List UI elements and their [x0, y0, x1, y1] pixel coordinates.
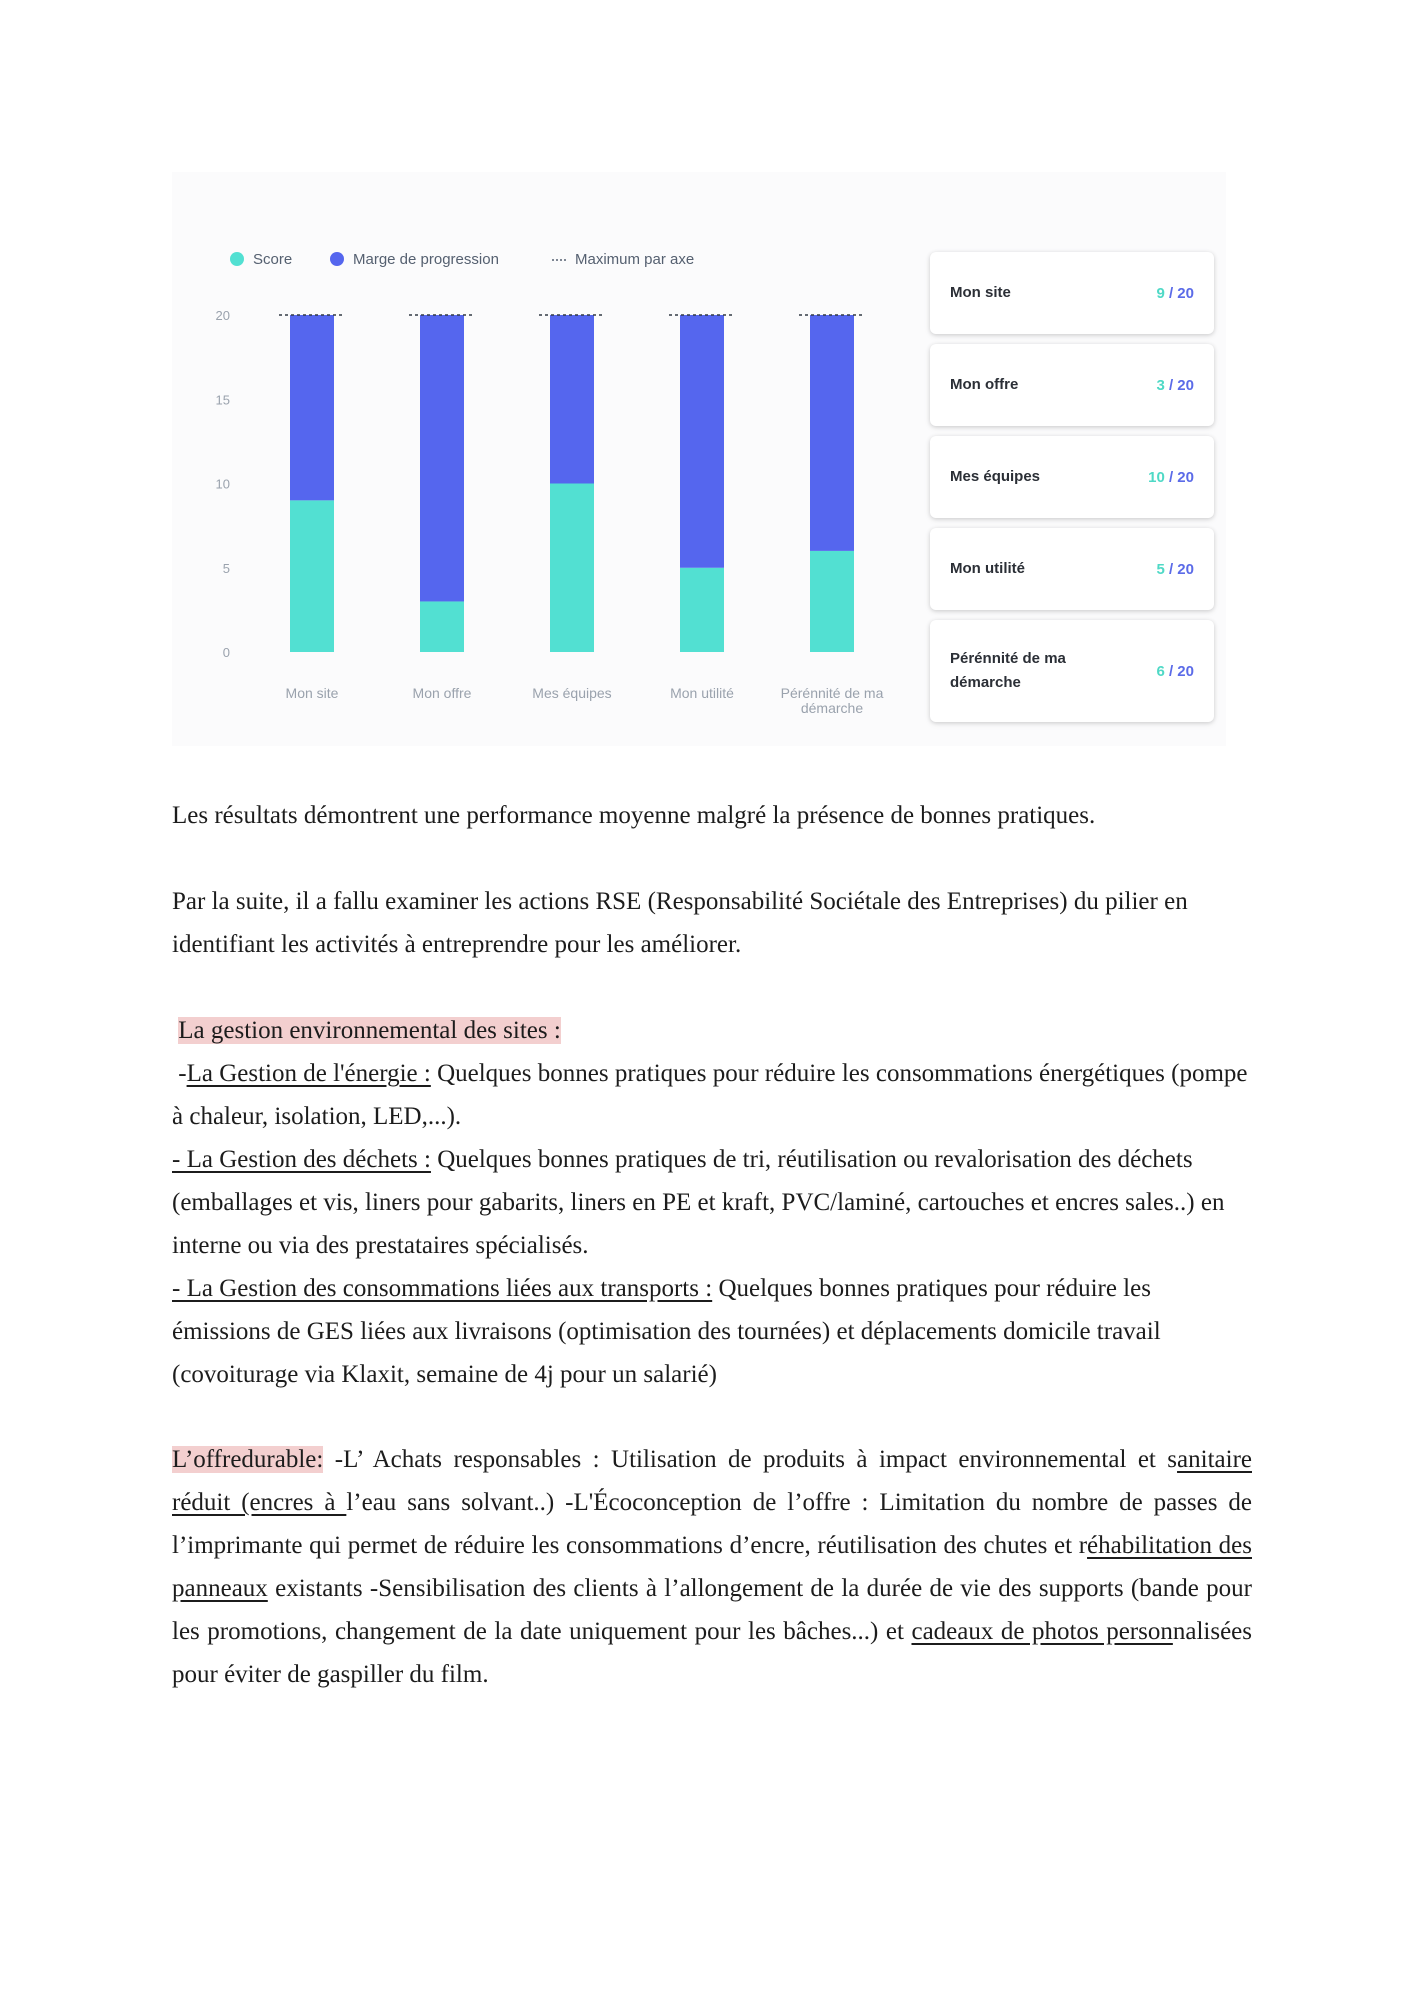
section-heading-highlight: L’offredurable: — [172, 1446, 324, 1473]
score-card-mes-equipes — [930, 436, 1214, 518]
chart-panel — [172, 172, 1226, 746]
bars — [290, 315, 854, 652]
waste-title: - La Gestion des déchets : — [172, 1146, 431, 1173]
x-tick-label: Mon utilité — [670, 685, 734, 701]
paragraph-text: Les résultats démontrent une performance moyenne malgré la présence de bonnes pratiques. — [172, 802, 1096, 829]
paragraph-rse — [172, 880, 1252, 966]
paragraph-results — [172, 794, 1252, 837]
score-card-label: Mes équipes — [950, 468, 1041, 485]
paragraph-text: Par la suite, il a fallu examiner les actions RSE (Responsabilité Sociétale des Entreprises) du pilier en identifiant les activités à entreprendre pour les améliorer. — [172, 888, 1188, 958]
y-axis — [216, 308, 230, 660]
y-tick-label: 5 — [222, 560, 230, 576]
energy-title: La Gestion de l'énergie : — [186, 1060, 431, 1087]
bar-score — [290, 500, 334, 652]
y-tick-label: 20 — [215, 308, 230, 323]
x-tick-label: Mon offre — [412, 685, 472, 701]
transport-title: - La Gestion des consommations liées aux transports : — [172, 1275, 713, 1302]
score-card-label: Pérénnité de ma démarche — [950, 650, 1066, 691]
score-card-label: Mon utilité — [950, 560, 1025, 577]
score-card-label: Mon site — [950, 284, 1011, 301]
legend-margin-marker — [330, 252, 344, 266]
bar-margin — [810, 315, 854, 551]
legend-margin-label: Marge de progression — [353, 251, 499, 268]
section-sustainable-offer — [172, 1438, 1252, 1696]
legend-maximum-label: Maximum par axe — [575, 251, 695, 268]
transport-paragraph: - La Gestion des consommations liées aux transports : Quelques bonnes pratiques pour réduire les émissions de GES liées aux livraisons (optimisation des tournées) et déplacements domicile travail (covoiturage via Klaxit, semaine de 4j pour un salarié) — [172, 1275, 1161, 1388]
bar-score — [550, 484, 594, 653]
bar-score — [810, 551, 854, 652]
score-card-value: 6 / 20 — [1156, 662, 1194, 680]
chart-legend — [230, 251, 694, 268]
x-tick-label: Mes équipes — [532, 685, 612, 701]
bar-margin — [290, 315, 334, 500]
score-card-perennite — [930, 620, 1214, 722]
section-site-management — [172, 1009, 1252, 1396]
x-tick-label: Mon site — [285, 685, 339, 701]
bar-score — [680, 568, 724, 652]
legend-score-marker — [230, 252, 244, 266]
score-card-value: 9 / 20 — [1156, 284, 1194, 302]
score-card-mon-utilite — [930, 528, 1214, 610]
x-tick-label: Pérénnité de ma démarche — [780, 685, 884, 716]
legend-score-label: Score — [253, 251, 293, 268]
bar-score — [420, 601, 464, 652]
bar-margin — [550, 315, 594, 484]
score-card-value: 5 / 20 — [1156, 560, 1194, 578]
score-card-label: Mon offre — [950, 376, 1019, 393]
y-tick-label: 10 — [215, 476, 230, 492]
waste-paragraph: - La Gestion des déchets : Quelques bonnes pratiques de tri, réutilisation ou revalorisation des déchets (emballages et vis, liners pour gabarits, liners en PE et kraft, PVC/laminé, cartouches et encres sales..) en interne ou via des prestataires spécialisés. — [172, 1146, 1225, 1259]
energy-paragraph: -La Gestion de l'énergie : Quelques bonnes pratiques pour réduire les consommations énergétiques (pompe à chaleur, isolation, LED,...). — [172, 1060, 1248, 1130]
score-card-value: 10 / 20 — [1148, 468, 1194, 486]
bar-margin — [420, 315, 464, 601]
score-card-mon-offre — [930, 344, 1214, 426]
bar-margin — [680, 315, 724, 568]
section-heading — [172, 1009, 1252, 1052]
x-axis-labels — [286, 685, 884, 716]
offer-paragraph: L’offredurable: -L’ Achats responsables : Utilisation de produits à impact environnemental et sanitaire réduit (encres à l’eau sans solvant..) -L'Écoconception de l’offre : Limitation du nombre de passes de l’imprimante qui permet de réduire les consommations d’encre, réutilisation des chutes et réhabilitation des panneaux existants -Sensibilisation des clients à l’allongement de la durée de vie des supports (bande pour les promotions, changement de la date uniquement pour les bâches...) et cadeaux de photos personnalisées pour éviter de gaspiller du film. — [172, 1446, 1253, 1688]
section-heading-highlight: La gestion environnemental des sites : — [178, 1017, 561, 1044]
y-tick-label: 15 — [215, 392, 230, 408]
y-tick-label: 0 — [222, 645, 230, 660]
score-card-mon-site — [930, 252, 1214, 334]
score-card-value: 3 / 20 — [1156, 376, 1194, 394]
